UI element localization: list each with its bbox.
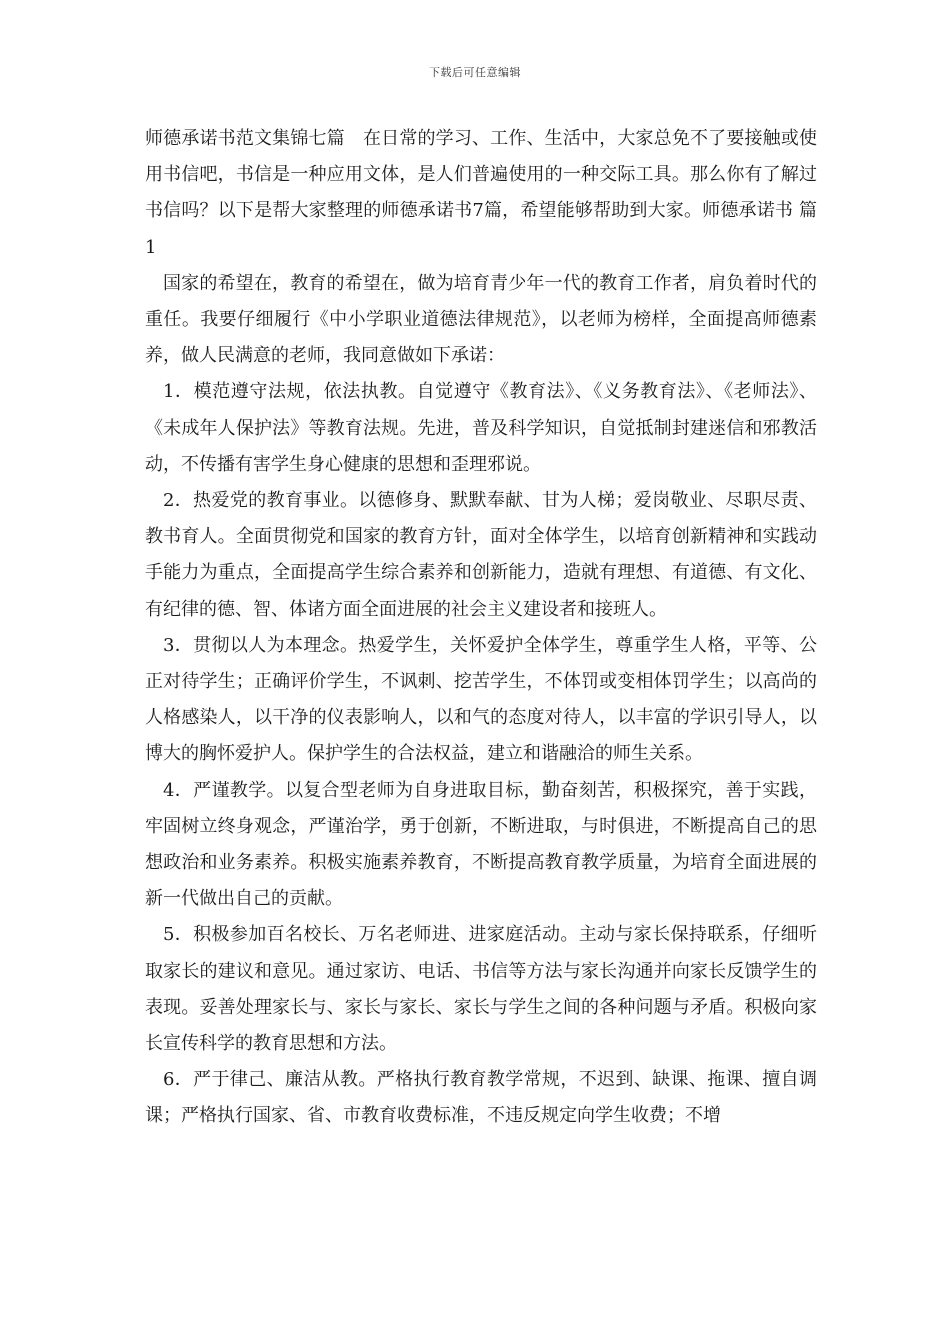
commitment-item-1: 1．模范遵守法规，依法执教。自觉遵守《教育法》、《义务教育法》、《老师法》、《未成年人保护法》等教育法规。先进，普及科学知识，自觉抵制封建迷信和邪教活动，不传播有害学生身心健康的思想和歪理邪说。 bbox=[145, 381, 817, 475]
document-body bbox=[145, 121, 817, 1135]
commitment-item-2: 2．热爱党的教育事业。以德修身、默默奉献、甘为人梯；爱岗敬业、尽职尽责、教书育人。全面贯彻党和国家的教育方针，面对全体学生，以培育创新精神和实践动手能力为重点，全面提高学生综合素养和创新能力，造就有理想、有道德、有文化、有纪律的德、智、体诸方面全面进展的社会主义建设者和接班人。 bbox=[145, 490, 817, 620]
opening-paragraph: 国家的希望在，教育的希望在，做为培育青少年一代的教育工作者，肩负着时代的重任。我要仔细履行《中小学职业道德法律规范》，以老师为榜样，全面提高师德素养，做人民满意的老师，我同意做如下承诺： bbox=[145, 272, 817, 367]
commitment-item-5: 5．积极参加百名校长、万名老师进、进家庭活动。主动与家长保持联系，仔细听取家长的建议和意见。通过家访、电话、书信等方法与家长沟通并向家长反馈学生的表现。妥善处理家长与、家长与家长、家长与学生之间的各种问题与矛盾。积极向家长宣传科学的教育思想和方法。 bbox=[145, 924, 817, 1055]
page-header-note: 下载后可任意编辑 bbox=[429, 66, 521, 79]
commitment-item-4: 4．严谨教学。以复合型老师为自身进取目标，勤奋刻苦，积极探究，善于实践，牢固树立终身观念，严谨治学，勇于创新，不断进取，与时俱进，不断提高自己的思想政治和业务素养。积极实施素养教育，不断提高教育教学质量，为培育全面进展的新一代做出自己的贡献。 bbox=[145, 779, 817, 910]
intro-paragraph: 师德承诺书范文集锦七篇 在日常的学习、工作、生活中，大家总免不了要接触或使用书信吧，书信是一种应用文体，是人们普遍使用的一种交际工具。那么你有了解过书信吗？以下是帮大家整理的师德承诺书7篇，希望能够帮助到大家。师德承诺书 篇1 bbox=[145, 128, 817, 258]
commitment-item-3: 3．贯彻以人为本理念。热爱学生，关怀爱护全体学生，尊重学生人格，平等、公正对待学生；正确评价学生，不讽刺、挖苦学生，不体罚或变相体罚学生；以高尚的人格感染人，以干净的仪表影响人，以和气的态度对待人，以丰富的学识引导人，以博大的胸怀爱护人。保护学生的合法权益，建立和谐融洽的师生关系。 bbox=[145, 634, 817, 765]
commitment-item-6: 6．严于律己、廉洁从教。严格执行教育教学常规，不迟到、缺课、拖课、擅自调课；严格执行国家、省、市教育收费标准，不违反规定向学生收费；不增 bbox=[145, 1069, 817, 1127]
